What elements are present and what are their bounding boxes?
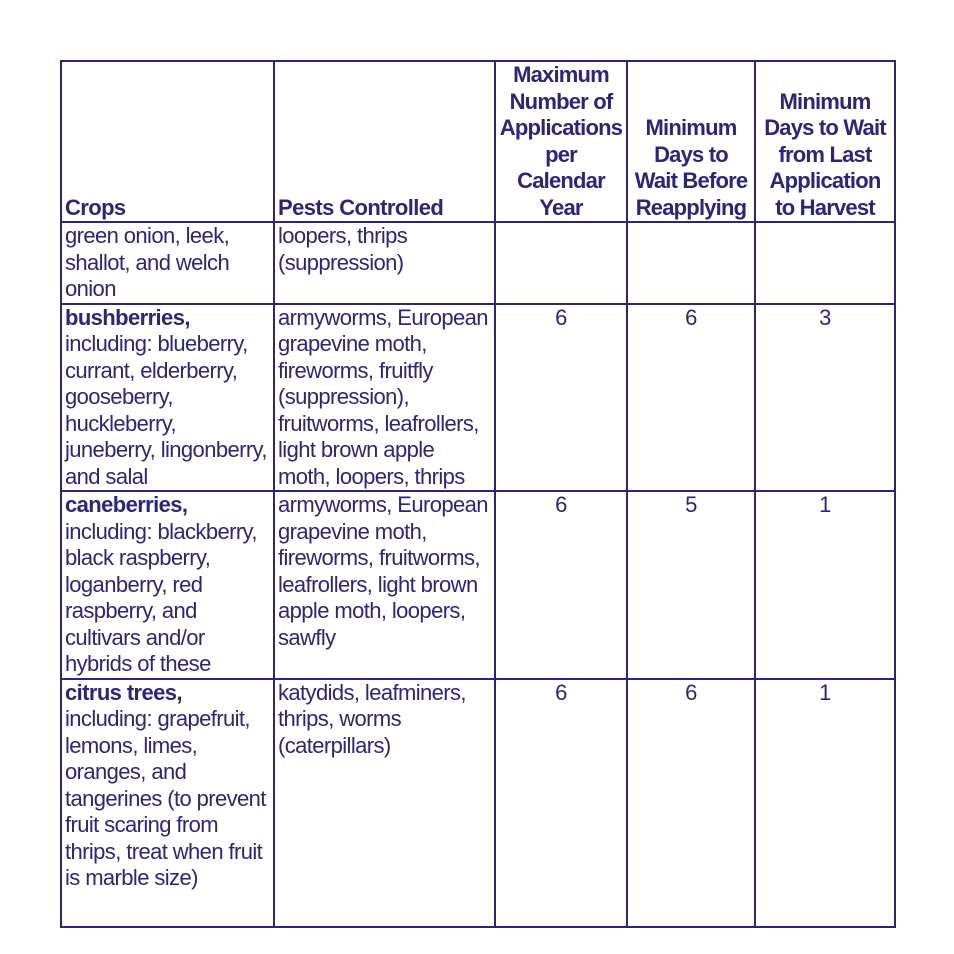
crop-detail: including: grapefruit, lemons, limes, oranges, and tangerines (to prevent fruit scaring from thrips, treat when fruit is marble size) [65, 706, 266, 890]
days-harvest-cell: 1 [755, 679, 895, 927]
days-reapply-cell [627, 222, 755, 304]
crop-detail: including: blueberry, currant, elderberry, gooseberry, huckleberry, juneberry, lingonberry, and salal [65, 331, 267, 489]
max-applications-cell [495, 222, 627, 304]
days-reapply-cell: 6 [627, 304, 755, 492]
crop-name: caneberries, [65, 492, 188, 517]
header-pests-controlled: Pests Controlled [274, 61, 495, 222]
pests-cell: katydids, leafminers, thrips, worms (caterpillars) [274, 679, 495, 927]
days-reapply-cell: 6 [627, 679, 755, 927]
table-header-row [61, 61, 895, 222]
crop-name: bushberries, [65, 304, 190, 330]
crop-pest-table [60, 60, 896, 928]
crop-name: citrus trees, [65, 679, 182, 705]
table-row [61, 679, 895, 927]
table-row [61, 304, 895, 492]
crop-cell [61, 222, 274, 304]
header-max-applications: Maximum Number of Applications per Calendar Year [495, 61, 627, 222]
table-row [61, 222, 895, 304]
header-crops: Crops [61, 61, 274, 222]
max-applications-cell: 6 [495, 491, 627, 679]
days-harvest-cell [755, 222, 895, 304]
crop-cell [61, 679, 274, 927]
max-applications-cell: 6 [495, 304, 627, 492]
header-days-harvest: Minimum Days to Wait from Last Application to Harvest [755, 61, 895, 222]
pests-cell: armyworms, European grapevine moth, fireworms, fruitworms, leafrollers, light brown apple moth, loopers, sawfly [274, 491, 495, 679]
crop-cell [61, 304, 274, 492]
crop-cell [61, 491, 274, 679]
days-reapply-cell: 5 [627, 491, 755, 679]
max-applications-cell: 6 [495, 679, 627, 927]
days-harvest-cell: 1 [755, 491, 895, 679]
header-days-reapply: Minimum Days to Wait Before Reapplying [627, 61, 755, 222]
table-row [61, 491, 895, 679]
pests-cell: armyworms, European grapevine moth, fireworms, fruitfly (suppression), fruitworms, leafrollers, light brown apple moth, loopers, thrips [274, 304, 495, 492]
crop-detail: including: blackberry, black raspberry, loganberry, red raspberry, and cultivars and/or hybrids of these [65, 518, 257, 676]
days-harvest-cell: 3 [755, 304, 895, 492]
crop-detail: green onion, leek, shallot, and welch onion [65, 223, 230, 301]
pests-cell: loopers, thrips (suppression) [274, 222, 495, 304]
